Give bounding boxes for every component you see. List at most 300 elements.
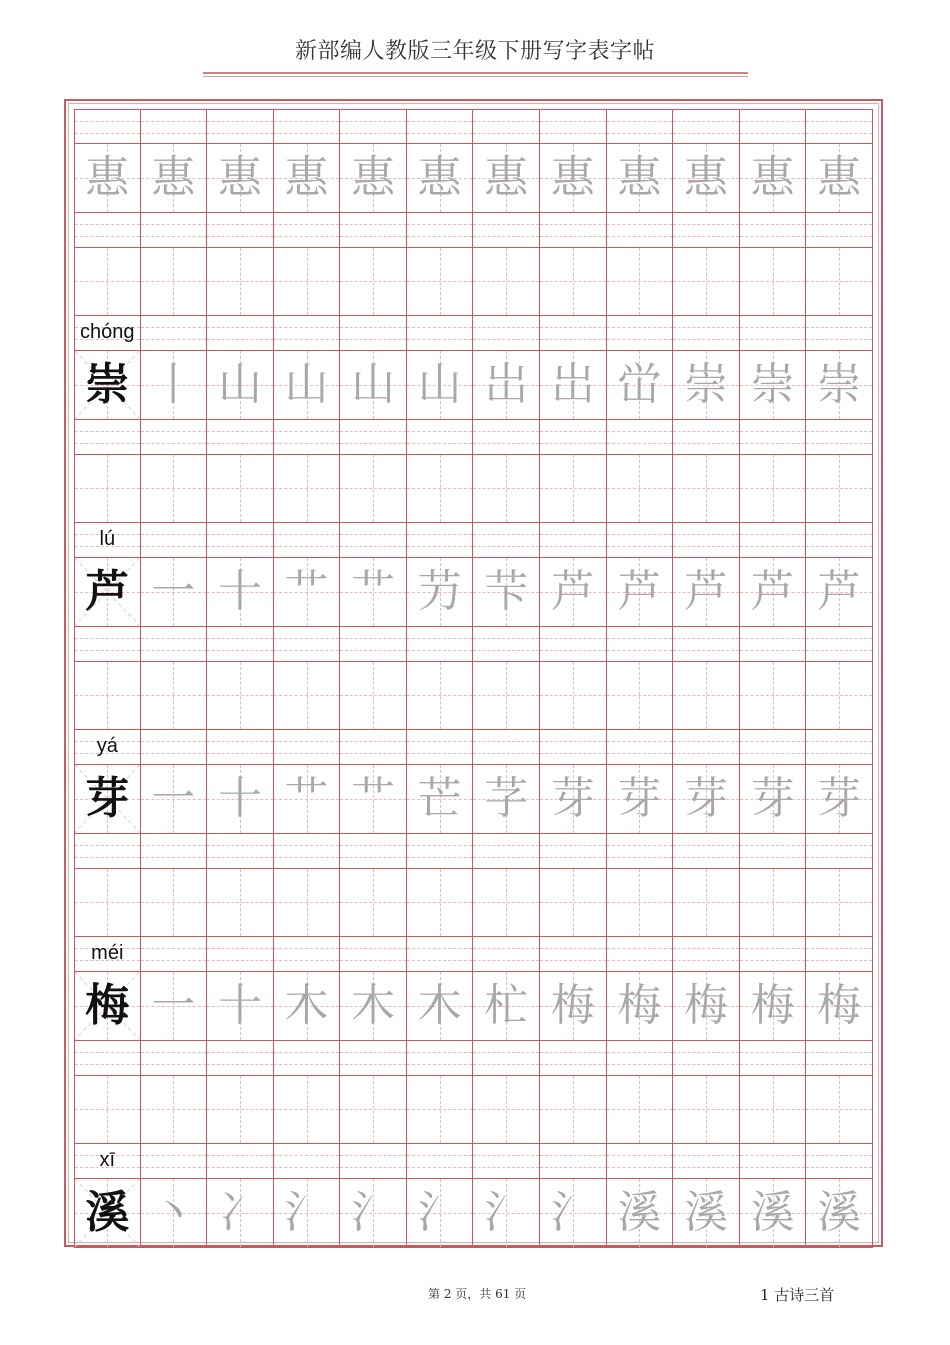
trace-character: 惠 xyxy=(484,151,529,203)
stroke-step-glyph: 芓 xyxy=(484,772,529,824)
pinyin-practice-cell xyxy=(340,1144,407,1179)
stroke-step-glyph: 木 xyxy=(417,979,462,1031)
blank-practice-cell[interactable] xyxy=(473,248,540,317)
blank-practice-row xyxy=(74,248,873,317)
pinyin-practice-cell xyxy=(540,730,607,765)
blank-practice-cell[interactable] xyxy=(607,455,674,524)
blank-pinyin-cell[interactable] xyxy=(407,213,474,248)
trace-character: 惠 xyxy=(617,151,662,203)
stroke-step-cell xyxy=(340,972,407,1041)
stroke-order-row xyxy=(74,144,873,213)
stroke-step-glyph: 峃 xyxy=(617,358,662,410)
stroke-step-cell xyxy=(806,1179,873,1248)
pinyin-practice-cell xyxy=(407,109,474,144)
trace-character: 惠 xyxy=(151,151,196,203)
blank-pinyin-cell[interactable] xyxy=(473,834,540,869)
trace-character: 惠 xyxy=(817,151,862,203)
blank-practice-cell[interactable] xyxy=(806,869,873,938)
model-character-cell xyxy=(74,558,141,627)
blank-practice-row xyxy=(74,662,873,731)
stroke-step-glyph: 梅 xyxy=(750,979,795,1031)
stroke-step-cell xyxy=(673,351,740,420)
blank-pinyin-cell[interactable] xyxy=(673,420,740,455)
pinyin-practice-cell xyxy=(740,937,807,972)
model-character: 溪 xyxy=(85,1186,130,1238)
blank-pinyin-cell[interactable] xyxy=(607,834,674,869)
pinyin-practice-cell xyxy=(673,316,740,351)
blank-practice-cell[interactable] xyxy=(473,662,540,731)
pinyin-practice-cell xyxy=(407,730,474,765)
pinyin-practice-cell xyxy=(673,109,740,144)
blank-practice-cell[interactable] xyxy=(607,1076,674,1145)
blank-practice-cell[interactable] xyxy=(473,869,540,938)
pinyin-practice-cell xyxy=(473,937,540,972)
pinyin-practice-cell xyxy=(274,316,341,351)
pinyin-practice-cell xyxy=(207,1144,274,1179)
pinyin-practice-cell xyxy=(473,109,540,144)
blank-pinyin-cell[interactable] xyxy=(207,420,274,455)
stroke-order-row xyxy=(74,765,873,834)
pinyin-practice-cell xyxy=(806,937,873,972)
stroke-step-cell xyxy=(740,558,807,627)
stroke-step-glyph: 艹 xyxy=(284,565,329,617)
blank-pinyin-cell[interactable] xyxy=(340,213,407,248)
pinyin-practice-cell xyxy=(407,523,474,558)
blank-practice-cell[interactable] xyxy=(74,455,141,524)
blank-pinyin-cell[interactable] xyxy=(540,834,607,869)
blank-practice-cell[interactable] xyxy=(740,869,807,938)
blank-pinyin-cell[interactable] xyxy=(274,834,341,869)
blank-pinyin-cell[interactable] xyxy=(207,213,274,248)
blank-practice-cell[interactable] xyxy=(407,869,474,938)
stroke-step-cell xyxy=(141,351,208,420)
blank-pinyin-cell[interactable] xyxy=(473,1041,540,1076)
blank-pinyin-cell[interactable] xyxy=(806,420,873,455)
pinyin-practice-cell xyxy=(740,1144,807,1179)
blank-pinyin-cell[interactable] xyxy=(74,834,141,869)
trace-character: 惠 xyxy=(85,151,130,203)
blank-pinyin-cell[interactable] xyxy=(540,1041,607,1076)
stroke-step-cell xyxy=(207,765,274,834)
blank-pinyin-cell[interactable] xyxy=(673,834,740,869)
stroke-step-cell xyxy=(407,1179,474,1248)
stroke-step-glyph: 氵 xyxy=(284,1186,329,1238)
pinyin-practice-cell xyxy=(274,937,341,972)
blank-practice-cell[interactable] xyxy=(473,1076,540,1145)
stroke-step-glyph: 芦 xyxy=(617,565,662,617)
stroke-step-cell xyxy=(806,558,873,627)
pinyin-band xyxy=(74,730,873,765)
trace-character-cell xyxy=(141,144,208,213)
stroke-order-row xyxy=(74,351,873,420)
stroke-step-glyph: 梅 xyxy=(550,979,595,1031)
blank-practice-cell[interactable] xyxy=(207,248,274,317)
pinyin-practice-cell xyxy=(207,316,274,351)
pinyin-cell xyxy=(74,109,141,144)
blank-practice-cell[interactable] xyxy=(207,869,274,938)
blank-pinyin-band xyxy=(74,213,873,248)
blank-pinyin-cell[interactable] xyxy=(340,834,407,869)
pinyin-practice-cell xyxy=(673,523,740,558)
stroke-step-glyph: 崇 xyxy=(817,358,862,410)
blank-pinyin-cell[interactable] xyxy=(673,627,740,662)
blank-practice-cell[interactable] xyxy=(274,455,341,524)
trace-character-cell xyxy=(540,144,607,213)
pinyin-practice-cell xyxy=(207,523,274,558)
blank-practice-cell[interactable] xyxy=(740,248,807,317)
pinyin-practice-cell xyxy=(540,523,607,558)
stroke-step-glyph: 溪 xyxy=(617,1186,662,1238)
blank-pinyin-cell[interactable] xyxy=(607,420,674,455)
stroke-step-glyph: 木 xyxy=(284,979,329,1031)
stroke-step-cell xyxy=(540,1179,607,1248)
blank-pinyin-band xyxy=(74,627,873,662)
blank-pinyin-cell[interactable] xyxy=(607,1041,674,1076)
blank-practice-row xyxy=(74,1076,873,1145)
blank-practice-cell[interactable] xyxy=(540,248,607,317)
stroke-step-cell xyxy=(274,1179,341,1248)
pinyin-practice-cell xyxy=(673,1144,740,1179)
model-character: 芦 xyxy=(85,565,130,617)
stroke-step-cell xyxy=(806,972,873,1041)
stroke-step-cell xyxy=(340,1179,407,1248)
blank-practice-cell[interactable] xyxy=(340,1076,407,1145)
blank-practice-cell[interactable] xyxy=(673,1076,740,1145)
stroke-step-cell xyxy=(141,558,208,627)
stroke-step-glyph: 溪 xyxy=(683,1186,728,1238)
blank-pinyin-cell[interactable] xyxy=(207,627,274,662)
blank-pinyin-cell[interactable] xyxy=(141,1041,208,1076)
blank-practice-cell[interactable] xyxy=(274,869,341,938)
stroke-step-glyph: 丨 xyxy=(151,358,196,410)
blank-practice-cell[interactable] xyxy=(274,662,341,731)
blank-practice-cell[interactable] xyxy=(141,1076,208,1145)
blank-pinyin-cell[interactable] xyxy=(740,213,807,248)
stroke-step-cell xyxy=(607,1179,674,1248)
stroke-step-cell xyxy=(207,1179,274,1248)
page-number: 第 2 页，共 61 页 xyxy=(428,1287,527,1301)
blank-practice-cell[interactable] xyxy=(740,662,807,731)
stroke-step-glyph: 溪 xyxy=(750,1186,795,1238)
blank-pinyin-cell[interactable] xyxy=(340,1041,407,1076)
blank-pinyin-cell[interactable] xyxy=(540,627,607,662)
pinyin-cell xyxy=(74,316,141,351)
stroke-step-glyph: 山 xyxy=(284,358,329,410)
blank-practice-cell[interactable] xyxy=(141,662,208,731)
stroke-step-glyph: 芒 xyxy=(417,772,462,824)
blank-practice-cell[interactable] xyxy=(340,662,407,731)
pinyin-practice-cell xyxy=(540,937,607,972)
blank-pinyin-cell[interactable] xyxy=(607,213,674,248)
trace-character: 惠 xyxy=(750,151,795,203)
stroke-step-cell xyxy=(540,558,607,627)
stroke-step-glyph: 梅 xyxy=(617,979,662,1031)
blank-practice-cell[interactable] xyxy=(207,455,274,524)
blank-pinyin-band xyxy=(74,834,873,869)
blank-practice-cell[interactable] xyxy=(340,455,407,524)
stroke-step-cell xyxy=(740,972,807,1041)
blank-pinyin-cell[interactable] xyxy=(274,213,341,248)
trace-character-cell xyxy=(407,144,474,213)
pinyin-cell xyxy=(74,730,141,765)
trace-character-cell xyxy=(607,144,674,213)
pinyin-cell xyxy=(74,937,141,972)
pinyin-practice-cell xyxy=(207,937,274,972)
stroke-step-glyph: 氵 xyxy=(351,1186,396,1238)
pinyin-label: xī xyxy=(99,1149,116,1171)
blank-pinyin-cell[interactable] xyxy=(274,627,341,662)
blank-practice-cell[interactable] xyxy=(74,248,141,317)
blank-practice-row xyxy=(74,869,873,938)
blank-practice-cell[interactable] xyxy=(141,248,208,317)
blank-practice-cell[interactable] xyxy=(340,248,407,317)
blank-practice-cell[interactable] xyxy=(540,869,607,938)
stroke-step-glyph: 芀 xyxy=(417,565,462,617)
stroke-step-cell xyxy=(207,351,274,420)
blank-practice-cell[interactable] xyxy=(806,248,873,317)
stroke-step-cell xyxy=(607,558,674,627)
blank-practice-cell[interactable] xyxy=(340,869,407,938)
stroke-step-cell xyxy=(607,765,674,834)
trace-character-cell xyxy=(340,144,407,213)
pinyin-practice-cell xyxy=(806,523,873,558)
stroke-step-glyph: 梅 xyxy=(683,979,728,1031)
stroke-step-glyph: 岀 xyxy=(484,358,529,410)
blank-practice-cell[interactable] xyxy=(540,455,607,524)
blank-pinyin-cell[interactable] xyxy=(340,420,407,455)
blank-pinyin-cell[interactable] xyxy=(806,834,873,869)
blank-pinyin-cell[interactable] xyxy=(673,1041,740,1076)
blank-pinyin-band xyxy=(74,1041,873,1076)
pinyin-practice-cell xyxy=(340,109,407,144)
pinyin-practice-cell xyxy=(806,109,873,144)
pinyin-practice-cell xyxy=(407,316,474,351)
pinyin-label: chóng xyxy=(80,321,135,343)
blank-pinyin-cell[interactable] xyxy=(340,627,407,662)
pinyin-practice-cell xyxy=(274,730,341,765)
pinyin-practice-cell xyxy=(141,109,208,144)
pinyin-practice-cell xyxy=(607,730,674,765)
model-character-cell xyxy=(74,765,141,834)
stroke-step-cell xyxy=(407,972,474,1041)
page-title: 新部编人教版三年级下册写字表字帖 xyxy=(294,39,655,64)
blank-pinyin-cell[interactable] xyxy=(740,1041,807,1076)
blank-pinyin-cell[interactable] xyxy=(407,1041,474,1076)
blank-pinyin-cell[interactable] xyxy=(207,1041,274,1076)
pinyin-practice-cell xyxy=(340,316,407,351)
stroke-step-cell xyxy=(607,972,674,1041)
pinyin-band xyxy=(74,523,873,558)
blank-practice-cell[interactable] xyxy=(607,662,674,731)
model-character-cell xyxy=(74,972,141,1041)
blank-pinyin-cell[interactable] xyxy=(806,213,873,248)
blank-pinyin-cell[interactable] xyxy=(740,834,807,869)
stroke-step-cell xyxy=(407,765,474,834)
blank-pinyin-cell[interactable] xyxy=(141,627,208,662)
model-character: 梅 xyxy=(85,979,130,1031)
pinyin-practice-cell xyxy=(340,523,407,558)
stroke-step-glyph: 崇 xyxy=(683,358,728,410)
trace-character-cell xyxy=(207,144,274,213)
trace-character-cell xyxy=(740,144,807,213)
stroke-step-glyph: 艹 xyxy=(351,772,396,824)
blank-practice-cell[interactable] xyxy=(740,455,807,524)
blank-practice-cell[interactable] xyxy=(207,662,274,731)
pinyin-practice-cell xyxy=(607,109,674,144)
pinyin-practice-cell xyxy=(740,730,807,765)
pinyin-practice-cell xyxy=(806,730,873,765)
pinyin-practice-cell xyxy=(740,109,807,144)
blank-practice-cell[interactable] xyxy=(607,869,674,938)
blank-practice-cell[interactable] xyxy=(74,662,141,731)
stroke-step-cell xyxy=(673,765,740,834)
stroke-step-cell xyxy=(407,558,474,627)
blank-pinyin-cell[interactable] xyxy=(740,420,807,455)
pinyin-practice-cell xyxy=(607,937,674,972)
blank-practice-cell[interactable] xyxy=(74,869,141,938)
blank-pinyin-cell[interactable] xyxy=(540,213,607,248)
stroke-step-cell xyxy=(540,351,607,420)
stroke-step-glyph: 一 xyxy=(151,772,196,824)
blank-pinyin-cell[interactable] xyxy=(540,420,607,455)
stroke-step-glyph: 梅 xyxy=(817,979,862,1031)
blank-pinyin-cell[interactable] xyxy=(74,420,141,455)
blank-practice-cell[interactable] xyxy=(607,248,674,317)
blank-practice-cell[interactable] xyxy=(806,1076,873,1145)
stroke-step-cell xyxy=(274,351,341,420)
pinyin-practice-cell xyxy=(607,316,674,351)
blank-pinyin-cell[interactable] xyxy=(74,1041,141,1076)
blank-practice-cell[interactable] xyxy=(673,662,740,731)
blank-pinyin-cell[interactable] xyxy=(473,213,540,248)
trace-character-cell xyxy=(673,144,740,213)
stroke-step-glyph: 芦 xyxy=(550,565,595,617)
blank-pinyin-cell[interactable] xyxy=(141,834,208,869)
stroke-step-glyph: 山 xyxy=(351,358,396,410)
stroke-step-glyph: 艹 xyxy=(351,565,396,617)
blank-practice-cell[interactable] xyxy=(207,1076,274,1145)
blank-pinyin-cell[interactable] xyxy=(74,627,141,662)
blank-practice-cell[interactable] xyxy=(673,869,740,938)
blank-practice-cell[interactable] xyxy=(673,248,740,317)
blank-practice-cell[interactable] xyxy=(540,1076,607,1145)
pinyin-cell xyxy=(74,1144,141,1179)
blank-pinyin-cell[interactable] xyxy=(274,1041,341,1076)
blank-practice-cell[interactable] xyxy=(407,248,474,317)
pinyin-practice-cell xyxy=(340,730,407,765)
stroke-step-glyph: 十 xyxy=(217,772,262,824)
stroke-step-cell xyxy=(473,765,540,834)
trace-character: 惠 xyxy=(683,151,728,203)
blank-practice-cell[interactable] xyxy=(74,1076,141,1145)
stroke-step-glyph: 芽 xyxy=(817,772,862,824)
blank-practice-cell[interactable] xyxy=(274,248,341,317)
blank-practice-cell[interactable] xyxy=(141,869,208,938)
blank-practice-cell[interactable] xyxy=(740,1076,807,1145)
blank-pinyin-cell[interactable] xyxy=(740,627,807,662)
pinyin-practice-cell xyxy=(473,730,540,765)
tianzige-grid xyxy=(74,109,873,1248)
stroke-step-glyph: 芦 xyxy=(817,565,862,617)
stroke-step-glyph: 芽 xyxy=(683,772,728,824)
stroke-step-cell xyxy=(340,765,407,834)
stroke-step-cell xyxy=(473,558,540,627)
blank-practice-cell[interactable] xyxy=(274,1076,341,1145)
blank-pinyin-cell[interactable] xyxy=(407,420,474,455)
stroke-step-glyph: 氵 xyxy=(484,1186,529,1238)
blank-pinyin-cell[interactable] xyxy=(141,420,208,455)
trace-character: 惠 xyxy=(550,151,595,203)
stroke-step-cell xyxy=(607,351,674,420)
pinyin-practice-cell xyxy=(141,1144,208,1179)
stroke-step-glyph: 十 xyxy=(217,565,262,617)
blank-practice-cell[interactable] xyxy=(806,455,873,524)
pinyin-practice-cell xyxy=(540,1144,607,1179)
blank-pinyin-cell[interactable] xyxy=(274,420,341,455)
blank-pinyin-cell[interactable] xyxy=(407,627,474,662)
blank-practice-cell[interactable] xyxy=(407,1076,474,1145)
stroke-step-cell xyxy=(274,972,341,1041)
stroke-step-glyph: 一 xyxy=(151,979,196,1031)
stroke-step-cell xyxy=(673,1179,740,1248)
pinyin-practice-cell xyxy=(207,109,274,144)
blank-practice-cell[interactable] xyxy=(141,455,208,524)
stroke-order-row xyxy=(74,558,873,627)
blank-practice-cell[interactable] xyxy=(806,662,873,731)
trace-character-cell xyxy=(806,144,873,213)
pinyin-band xyxy=(74,316,873,351)
blank-pinyin-cell[interactable] xyxy=(473,420,540,455)
pinyin-practice-cell xyxy=(207,730,274,765)
blank-pinyin-cell[interactable] xyxy=(141,213,208,248)
stroke-step-cell xyxy=(473,351,540,420)
stroke-order-row xyxy=(74,972,873,1041)
blank-pinyin-cell[interactable] xyxy=(673,213,740,248)
stroke-step-cell xyxy=(540,972,607,1041)
stroke-step-glyph: 十 xyxy=(217,979,262,1031)
blank-practice-row xyxy=(74,455,873,524)
pinyin-practice-cell xyxy=(540,109,607,144)
stroke-step-glyph: 芽 xyxy=(617,772,662,824)
stroke-step-cell xyxy=(340,558,407,627)
stroke-step-glyph: 芐 xyxy=(484,565,529,617)
blank-practice-cell[interactable] xyxy=(673,455,740,524)
stroke-step-cell xyxy=(473,972,540,1041)
trace-character: 惠 xyxy=(217,151,262,203)
blank-pinyin-cell[interactable] xyxy=(806,1041,873,1076)
stroke-step-cell xyxy=(540,765,607,834)
blank-pinyin-cell[interactable] xyxy=(806,627,873,662)
blank-practice-cell[interactable] xyxy=(540,662,607,731)
blank-pinyin-cell[interactable] xyxy=(74,213,141,248)
blank-pinyin-cell[interactable] xyxy=(473,627,540,662)
blank-pinyin-cell[interactable] xyxy=(207,834,274,869)
pinyin-practice-cell xyxy=(673,730,740,765)
stroke-step-cell xyxy=(806,351,873,420)
stroke-step-glyph: 丶 xyxy=(151,1186,196,1238)
title-underline-bottom xyxy=(203,76,748,77)
model-character: 崇 xyxy=(85,358,130,410)
blank-practice-cell[interactable] xyxy=(407,662,474,731)
blank-practice-cell[interactable] xyxy=(473,455,540,524)
blank-pinyin-cell[interactable] xyxy=(407,834,474,869)
blank-practice-cell[interactable] xyxy=(407,455,474,524)
blank-pinyin-band xyxy=(74,420,873,455)
pinyin-band xyxy=(74,109,873,144)
blank-pinyin-cell[interactable] xyxy=(607,627,674,662)
pinyin-band xyxy=(74,1144,873,1179)
stroke-step-glyph: 芦 xyxy=(750,565,795,617)
